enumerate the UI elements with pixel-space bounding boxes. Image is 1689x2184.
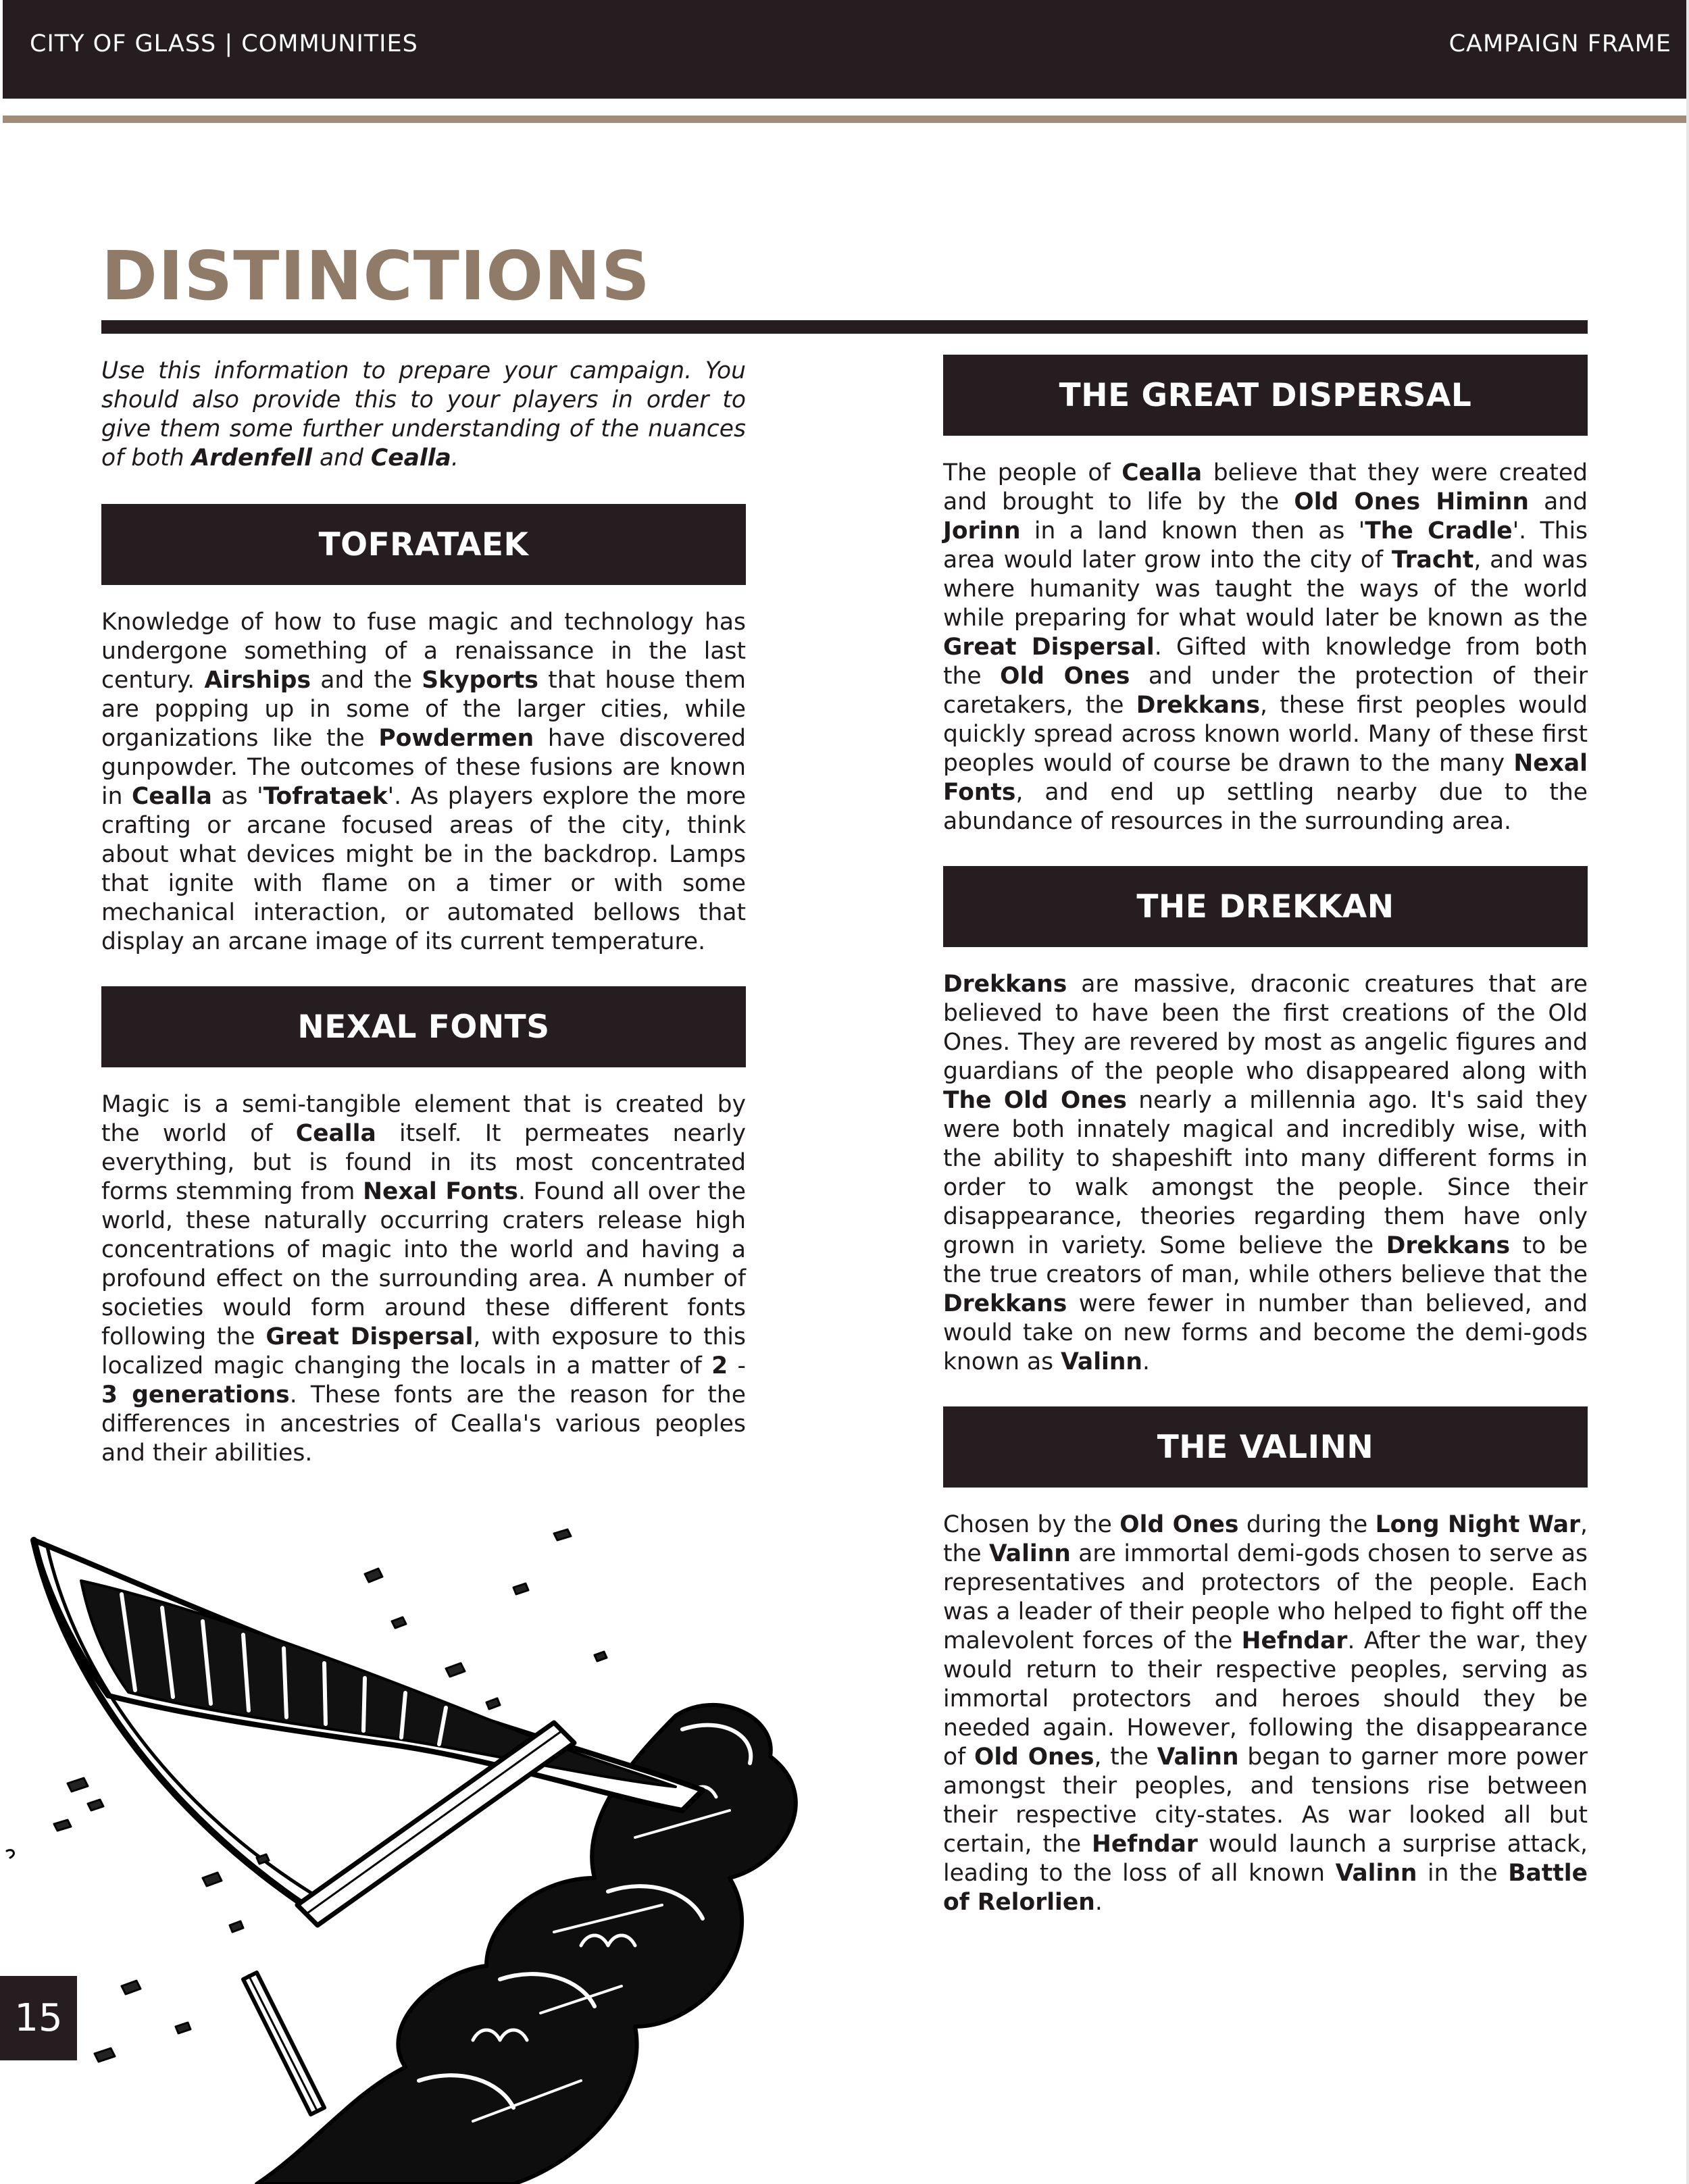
bold-term: Cealla bbox=[370, 445, 451, 472]
bold-term: Jorinn bbox=[943, 517, 1021, 544]
bold-term: Battle of Relorlien bbox=[943, 1860, 1588, 1916]
title-divider bbox=[101, 320, 1588, 334]
page-number: 15 bbox=[0, 1976, 77, 2060]
section-heading-valinn: THE VALINN bbox=[943, 1406, 1588, 1488]
right-column bbox=[943, 355, 1588, 1947]
section-heading-great-dispersal: THE GREAT DISPERSAL bbox=[943, 355, 1588, 436]
bold-term: Tracht bbox=[1391, 547, 1474, 574]
bold-term: The Cradle bbox=[1365, 517, 1513, 544]
bold-term: The Old Ones bbox=[943, 1087, 1127, 1114]
bold-term: Cealla bbox=[295, 1120, 376, 1147]
bold-term: Nexal Fonts bbox=[363, 1178, 518, 1205]
bold-term: Great Dispersal bbox=[943, 634, 1155, 661]
intro-text: Use this information to prepare your campaign. You should also provide this to your players in order to give them some further understanding of the nuances of both Ardenfell and Cealla. bbox=[101, 357, 746, 472]
bold-term: Airships bbox=[204, 667, 311, 694]
bold-term: Valinn bbox=[1157, 1744, 1239, 1771]
bold-term: Hefndar bbox=[1092, 1831, 1198, 1858]
bold-term: Ardenfell bbox=[191, 445, 313, 472]
section-body-valinn: Chosen by the Old Ones during the Long Night War, the Valinn are immortal demi-gods chosen to serve as representatives and protectors of the people. Each was a leader of their people who helped to fight off the malevolent forces of the Hefndar. After the war, they would return to their respective peoples, serving as immortal protectors and heroes should they be needed again. However, following the disappearance of Old Ones, the Valinn began to garner more power amongst their peoples, and tensions rise between their respective city-states. As war looked all but certain, the Hefndar would launch a surprise attack, leading to the loss of all known Valinn in the Battle of Relorlien. bbox=[943, 1511, 1588, 1916]
section-body-drekkan: Drekkans are massive, draconic creatures that are believed to have been the first creations of the Old Ones. They are revered by most as angelic figures and guardians of the people who disappeared along with The Old Ones nearly a millennia ago. It's said they were both innately magical and incredibly wise, with the ability to shapeshift into many different forms in order to walk amongst the people. Since their disappearance, theories regarding them have only grown in variety. Some believe the Drekkans to be the true creators of man, while others believe that the Drekkans were fewer in number than believed, and would take on new forms and become the demi-gods known as Valinn. bbox=[943, 971, 1588, 1375]
bold-term: Old Ones bbox=[1119, 1511, 1239, 1538]
left-column bbox=[101, 357, 746, 1498]
bold-term: Drekkans bbox=[1386, 1232, 1511, 1259]
bold-term: Powdermen bbox=[378, 725, 534, 752]
section-heading-drekkan: THE DREKKAN bbox=[943, 866, 1588, 947]
bold-term: Old Ones bbox=[1000, 663, 1130, 690]
section-body-nexal-fonts: Magic is a semi-tangible element that is created by the world of Cealla itself. It permeates nearly everything, but is found in its most concentrated forms stemming from Nexal Fonts. Found all over the world, these naturally occurring craters release high concentrations of magic into the world and having a profound effect on the surrounding area. A number of societies would form around these different fonts following the Great Dispersal, with exposure to this localized magic changing the locals in a matter of 2 - 3 generations. These fonts are the reason for the differences in ancestries of Cealla's various peoples and their abilities. bbox=[101, 1091, 746, 1467]
bold-term: Long Night War bbox=[1375, 1511, 1581, 1538]
bold-term: Drekkans bbox=[943, 971, 1067, 998]
bold-term: Valinn bbox=[1335, 1860, 1417, 1887]
header-right-text: CAMPAIGN FRAME bbox=[1448, 30, 1671, 57]
bold-term: Great Dispersal bbox=[266, 1323, 474, 1350]
bold-term: Drekkans bbox=[1136, 692, 1261, 719]
bold-term: Valinn bbox=[1061, 1348, 1142, 1375]
bold-term: Valinn bbox=[988, 1540, 1071, 1567]
bold-term: Tofrataek bbox=[263, 783, 388, 810]
bold-term: Hefndar bbox=[1241, 1627, 1348, 1654]
bold-term: Old Ones Himinn bbox=[1294, 488, 1529, 515]
bold-term: Drekkans bbox=[943, 1290, 1067, 1317]
bold-term: Skyports bbox=[422, 667, 538, 694]
bold-term: 2 bbox=[711, 1352, 728, 1379]
bold-term: Nexal Fonts bbox=[943, 750, 1588, 806]
section-body-great-dispersal: The people of Cealla believe that they were created and brought to life by the Old Ones Himinn and Jorinn in a land known then as 'The Cradle'. This area would later grow into the city of Tracht, and was where humanity was taught the ways of the world while preparing for what would later be known as the Great Dispersal. Gifted with knowledge from both the Old Ones and under the protection of their caretakers, the Drekkans, these first peoples would quickly spread across known world. Many of these first peoples would of course be drawn to the many Nexal Fonts, and end up settling nearby due to the abundance of resources in the surrounding area. bbox=[943, 459, 1588, 835]
bold-term: 3 generations bbox=[101, 1381, 290, 1408]
running-header bbox=[3, 0, 1686, 99]
page-edge bbox=[1686, 0, 1689, 2184]
section-heading-tofrataek: TOFRATAEK bbox=[101, 504, 746, 585]
wrecked-boat-illustration-icon bbox=[0, 1513, 851, 2184]
bold-term: Cealla bbox=[1121, 459, 1203, 486]
header-left-text: CITY OF GLASS | COMMUNITIES bbox=[30, 30, 418, 57]
section-heading-nexal-fonts: NEXAL FONTS bbox=[101, 986, 746, 1067]
bold-term: Old Ones bbox=[974, 1744, 1094, 1771]
page-title: DISTINCTIONS bbox=[101, 236, 651, 315]
section-body-tofrataek: Knowledge of how to fuse magic and technology has undergone something of a renaissance in the last century. Airships and the Skyports that house them are popping up in some of the larger cities, while organizations like the Powdermen have discovered gunpowder. The outcomes of these fusions are known in Cealla as 'Tofrataek'. As players explore the more crafting or arcane focused areas of the city, think about what devices might be in the backdrop. Lamps that ignite with flame on a timer or with some mechanical interaction, or automated bellows that display an arcane image of its current temperature. bbox=[101, 609, 747, 955]
bold-term: Cealla bbox=[131, 783, 212, 810]
header-divider bbox=[3, 116, 1686, 123]
